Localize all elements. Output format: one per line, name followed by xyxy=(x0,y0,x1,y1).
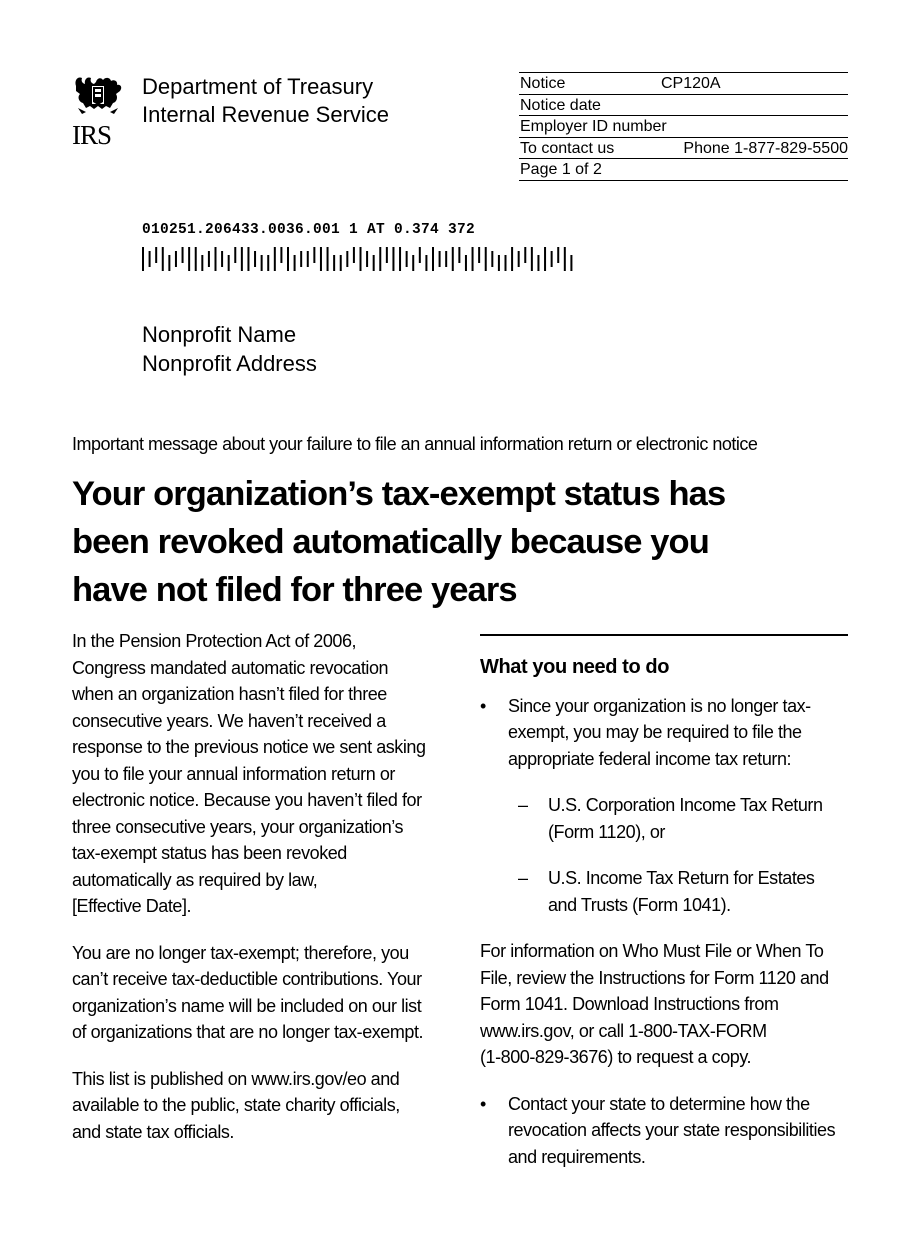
effective-date-placeholder: [Effective Date]. xyxy=(72,896,192,916)
page-number: Page 1 of 2 xyxy=(520,161,602,178)
barcode-bar xyxy=(280,247,282,263)
barcode-bar xyxy=(537,255,539,271)
barcode-bar xyxy=(175,251,177,267)
barcode-bar xyxy=(340,255,342,271)
barcode-bar xyxy=(267,255,269,271)
text-line: You are no longer tax-exempt; therefore, you xyxy=(72,942,409,963)
barcode-bar xyxy=(215,247,217,271)
barcode-bar xyxy=(327,247,329,271)
postal-barcode-icon xyxy=(142,247,577,271)
barcode-bar xyxy=(465,255,467,271)
bullet-icon: • xyxy=(480,695,486,716)
file-return-bullet xyxy=(480,693,860,773)
notice-date-row xyxy=(519,95,848,117)
text-line: Form 1041. Download Instructions from xyxy=(480,994,779,1014)
barcode-bar xyxy=(201,255,203,271)
barcode-bar xyxy=(406,251,408,267)
agency-line-1: Department of Treasury xyxy=(142,74,374,99)
barcode-bar xyxy=(511,247,513,271)
text-line: (Form 1120), or xyxy=(548,821,665,842)
dash-icon: – xyxy=(518,795,528,815)
barcode-bar xyxy=(274,247,276,271)
barcode-bar xyxy=(294,255,296,271)
barcode-bar xyxy=(182,247,184,263)
barcode-bar xyxy=(353,247,355,263)
title-line: have not filed for three years xyxy=(72,571,517,609)
text-line: and Trusts (Form 1041). xyxy=(548,894,731,915)
irs-logo-text: IRS xyxy=(72,120,112,146)
barcode-bar xyxy=(162,247,164,271)
text-line: Since your organization is no longer tax- xyxy=(508,695,811,716)
bullet-icon: • xyxy=(480,1093,486,1114)
text-line: revocation affects your state responsibilities xyxy=(508,1120,836,1140)
barcode-bar xyxy=(419,247,421,263)
text-line: Contact your state to determine how the xyxy=(508,1093,810,1114)
text-line: consecutive years. We haven’t received a xyxy=(72,710,386,731)
dash-icon: – xyxy=(518,868,528,888)
form-1041-item xyxy=(480,865,860,918)
barcode-bar xyxy=(458,247,460,263)
notice-title xyxy=(72,470,832,614)
barcode-bar xyxy=(313,247,315,263)
barcode-bar xyxy=(412,255,414,271)
text-line: and requirements. xyxy=(508,1146,646,1167)
text-line: appropriate federal income tax return: xyxy=(508,748,792,769)
recipient-address: Nonprofit Address xyxy=(142,351,317,376)
contact-state-bullet xyxy=(480,1091,860,1171)
barcode-bar xyxy=(498,255,500,271)
barcode-bar xyxy=(524,247,526,263)
barcode-bar xyxy=(142,247,144,271)
text-line: exempt, you may be required to file the xyxy=(508,722,802,742)
barcode-bar xyxy=(452,247,454,271)
barcode-number: 010251.206433.0036.001 1 AT 0.374 372 xyxy=(142,222,476,238)
barcode-bar xyxy=(307,251,309,267)
recipient-name: Nonprofit Name xyxy=(142,322,297,347)
text-line: tax-exempt status has been revoked xyxy=(72,843,347,863)
contact-label: To contact us xyxy=(520,139,615,157)
agency-name xyxy=(142,73,389,129)
text-line: For information on Who Must File or When To xyxy=(480,941,824,961)
barcode-bar xyxy=(228,255,230,271)
barcode-bar xyxy=(221,251,223,267)
barcode-bar xyxy=(432,247,434,271)
text-line: organization’s name will be included on our list xyxy=(72,995,422,1016)
barcode-bar xyxy=(570,255,572,271)
barcode-bar xyxy=(386,247,388,263)
barcode-bar xyxy=(254,251,256,267)
text-line: U.S. Income Tax Return for Estates xyxy=(548,868,815,888)
text-line: of organizations that are no longer tax-exempt. xyxy=(72,1022,424,1042)
text-line: This list is published on www.irs.gov/eo and xyxy=(72,1068,400,1089)
barcode-bar xyxy=(366,251,368,267)
barcode-bar xyxy=(208,251,210,267)
barcode-bar xyxy=(425,255,427,271)
barcode-bar xyxy=(168,255,170,271)
what-you-need-to-do-heading: What you need to do xyxy=(480,656,670,678)
published-list-paragraph xyxy=(72,1066,452,1146)
barcode-bar xyxy=(149,251,151,267)
text-line: can’t receive tax-deductible contributions. Your xyxy=(72,969,422,989)
barcode-bar xyxy=(346,251,348,267)
left-column xyxy=(72,628,452,1165)
barcode-bar xyxy=(518,251,520,267)
barcode-bar xyxy=(373,255,375,271)
text-line: response to the previous notice we sent asking xyxy=(72,737,426,757)
recipient-block xyxy=(142,320,317,378)
contact-row xyxy=(519,138,848,160)
barcode-bar xyxy=(320,247,322,271)
text-line: automatically as required by law, xyxy=(72,869,318,890)
barcode-bar xyxy=(155,247,157,263)
section-divider xyxy=(480,634,848,636)
notice-value: CP120A xyxy=(661,75,721,92)
barcode-bar xyxy=(195,247,197,271)
irs-eagle-logo xyxy=(72,72,124,146)
notice-row xyxy=(519,73,848,95)
barcode-bar xyxy=(247,247,249,271)
barcode-bar xyxy=(544,247,546,271)
employer-id-label: Employer ID number xyxy=(520,118,667,135)
barcode-bar xyxy=(333,255,335,271)
page-number-row xyxy=(519,159,848,181)
text-line: In the Pension Protection Act of 2006, xyxy=(72,631,357,651)
text-line: three consecutive years, your organization’s xyxy=(72,816,404,837)
barcode-bar xyxy=(491,251,493,267)
barcode-bar xyxy=(287,247,289,271)
barcode-bar xyxy=(472,247,474,271)
barcode-bar xyxy=(188,247,190,271)
agency-line-2: Internal Revenue Service xyxy=(142,102,390,127)
barcode-bar xyxy=(261,255,263,271)
barcode-bar xyxy=(241,247,243,271)
text-line: you to file your annual information return or xyxy=(72,763,395,784)
text-line: Congress mandated automatic revocation xyxy=(72,657,389,678)
instructions-paragraph xyxy=(480,938,860,1071)
employer-id-row xyxy=(519,116,848,138)
barcode-bar xyxy=(485,247,487,271)
barcode-bar xyxy=(379,247,381,271)
text-line: and state tax officials. xyxy=(72,1121,234,1142)
barcode-bar xyxy=(439,251,441,267)
text-line: (1-800-829-3676) to request a copy. xyxy=(480,1047,752,1067)
revocation-paragraph xyxy=(72,628,452,920)
right-column xyxy=(480,654,860,1170)
barcode-bar xyxy=(234,247,236,263)
title-line: been revoked automatically because you xyxy=(72,523,709,561)
text-line: U.S. Corporation Income Tax Return xyxy=(548,795,823,815)
barcode-bar xyxy=(300,251,302,267)
notice-subheading: Important message about your failure to file an annual information return or electronic notice xyxy=(72,434,758,454)
barcode-bar xyxy=(551,251,553,267)
barcode-bar xyxy=(360,247,362,271)
no-longer-exempt-paragraph xyxy=(72,940,452,1046)
notice-date-label: Notice date xyxy=(520,96,601,114)
barcode-bar xyxy=(399,247,401,271)
irs-eagle-icon xyxy=(72,72,124,146)
barcode-bar xyxy=(445,251,447,267)
contact-phone: Phone 1-877-829-5500 xyxy=(683,139,848,157)
barcode-bar xyxy=(505,255,507,271)
barcode-bar xyxy=(392,247,394,271)
text-line: File, review the Instructions for Form 1120 and xyxy=(480,967,829,988)
form-1120-item xyxy=(480,792,860,845)
barcode-bar xyxy=(478,247,480,263)
notice-label: Notice xyxy=(520,75,566,92)
barcode-bar xyxy=(564,247,566,271)
barcode-bar xyxy=(531,247,533,271)
postal-barcode xyxy=(142,247,577,271)
text-line: available to the public, state charity officials, xyxy=(72,1095,400,1115)
barcode-bar xyxy=(557,247,559,263)
notice-info-table xyxy=(519,72,848,181)
title-line: Your organization’s tax-exempt status has xyxy=(72,475,726,513)
text-line: when an organization hasn’t filed for three xyxy=(72,684,387,704)
text-line: electronic notice. Because you haven’t filed for xyxy=(72,790,422,810)
text-line: www.irs.gov, or call 1-800-TAX-FORM xyxy=(480,1020,767,1041)
